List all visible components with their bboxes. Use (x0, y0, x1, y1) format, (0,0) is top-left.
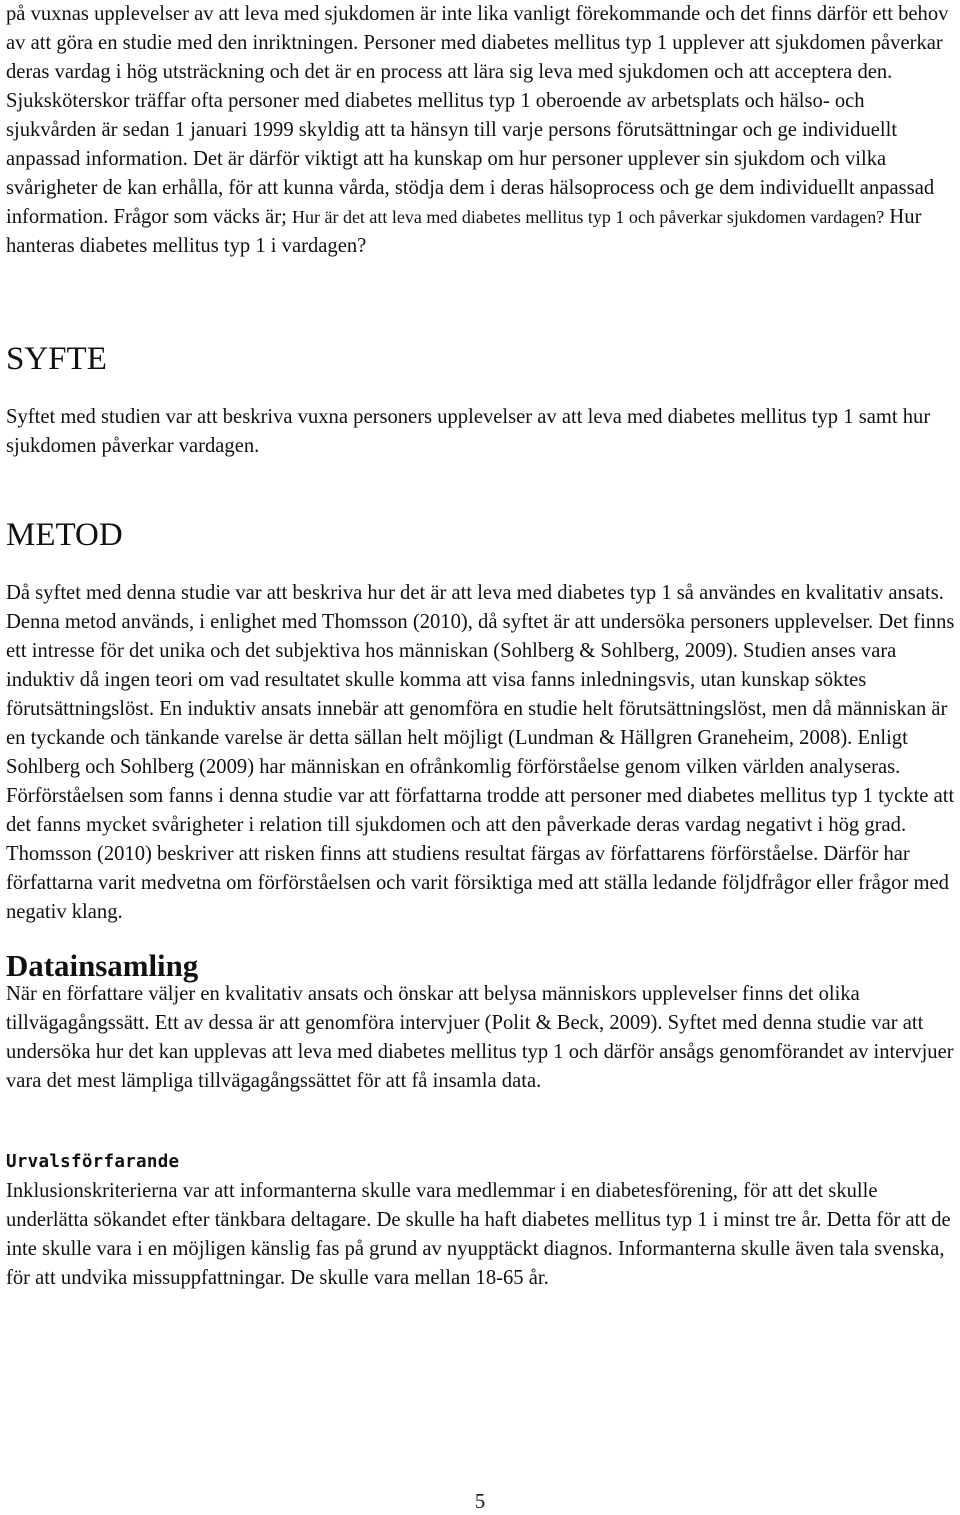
urval-paragraph: Inklusionskriterierna var att informanterna skulle vara medlemmar i en diabetesförening, för att det skulle underlätta sökandet efter tänkbara deltagare. De skulle ha haft diabetes mellitus typ 1 i minst tre år. Detta för att de inte skulle vara i en möjligen känslig fas på grund av nyupptäckt diagnos. Informanterna skulle även tala svenska, för att undvika missuppfattningar. De skulle vara mellan 18-65 år. (6, 1180, 951, 1289)
syfte-paragraph: Syftet med studien var att beskriva vuxna personers upplevelser av att leva med diabetes mellitus typ 1 samt hur sjukdomen påverkar vardagen. (6, 406, 931, 457)
intro-question-1: Hur är det att leva med diabetes mellitus typ 1 och påverkar sjukdomen vardagen? (291, 207, 885, 227)
syfte-heading: SYFTE (6, 341, 107, 377)
intro-text: på vuxnas upplevelser av att leva med sjukdomen är inte lika vanligt förekommande och det finns därför ett behov av att göra en studie med den inriktningen. Personer med diabetes mellitus typ 1 upplever att sjukdomen påverkar deras vardag i hög utsträckning och det är en process att lära sig leva med sjukdomen och att acceptera den. Sjuksköterskor träffar ofta personer med diabetes mellitus typ 1 oberoende av arbetsplats och hälso- och sjukvården är sedan 1 januari 1999 skyldig att ta hänsyn till varje persons förutsättningar och ge individuellt anpassad information. Det är därför viktigt att ha kunskap om hur personer upplever sin sjukdom och vilka svårigheter de kan erhålla, för att kunna vårda, stödja dem i deras hälsoprocess och ge dem individuellt anpassad information. Frågor som väcks är; (6, 3, 949, 228)
intro-question-2: Hur hanteras diabetes mellitus typ 1 i vardagen? (6, 206, 922, 257)
datainsamling-paragraph: När en författare väljer en kvalitativ ansats och önskar att belysa människors upplevelser finns det olika tillvägagångssätt. Ett av dessa är att genomföra intervjuer (Polit & Beck, 2009). Syftet med denna studie var att undersöka hur det kan upplevas att leva med diabetes mellitus typ 1 och därför ansågs genomförandet av intervjuer vara det mest lämpliga tillvägagångssättet för att få insamla data. (6, 983, 954, 1092)
datainsamling-heading: Datainsamling (6, 948, 199, 983)
document-page (6, 0, 958, 1293)
page-number: 5 (474, 1491, 486, 1513)
metod-paragraph: Då syftet med denna studie var att beskriva hur det är att leva med diabetes typ 1 så användes en kvalitativ ansats. Denna metod används, i enlighet med Thomsson (2010), då syftet är att undersöka personers upplevelser. Det finns ett intresse för det unika och det subjektiva hos människan (Sohlberg & Sohlberg, 2009). Studien anses vara induktiv då ingen teori om vad resultatet skulle komma att visa fanns inledningsvis, utan kunskap söktes förutsättningslöst. En induktiv ansats innebär att genomföra en studie helt förutsättningslöst, men då människan är en tyckande och tänkande varelse är detta sällan helt möjligt (Lundman & Hällgren Graneheim, 2008). Enligt Sohlberg och Sohlberg (2009) har människan en ofrånkomlig förförståelse genom vilken världen analyseras. Förförståelsen som fanns i denna studie var att författarna trodde att personer med diabetes mellitus typ 1 tyckte att det fanns mycket svårigheter i relation till sjukdomen och att den påverkade deras vardag negativt i hög grad. Thomsson (2010) beskriver att risken finns att studiens resultat färgas av författarens förförståelse. Därför har författarna varit medvetna om förförståelsen och varit försiktiga med att ställa ledande följdfrågor eller frågor med negativ klang. (6, 582, 955, 923)
urval-heading: Urvalsförfarande (6, 1152, 180, 1172)
intro-paragraph (6, 0, 958, 261)
metod-heading: METOD (6, 517, 123, 553)
